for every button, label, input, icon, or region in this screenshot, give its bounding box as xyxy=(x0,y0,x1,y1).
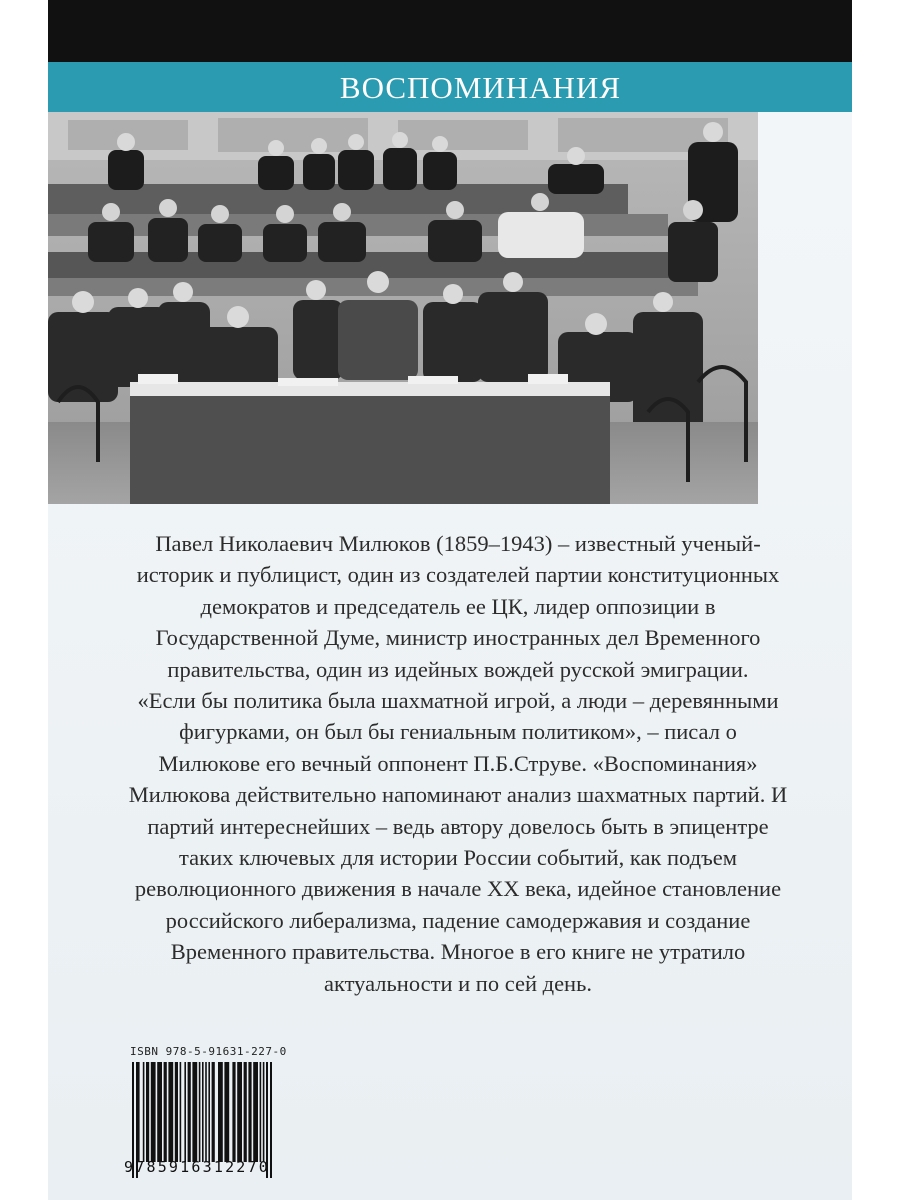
barcode-bar xyxy=(260,1062,262,1162)
description-paragraph: Павел Николаевич Милюков (1859–1943) – известный ученый-историк и публицист, один из создателей партии конституционных демократов и председатель ее ЦК, лидер оппозиции в Государственной Думе, министр иностранных дел Временного правительства, один из идейных вождей русской эмиграции. xyxy=(136,531,780,682)
archival-photo-icon xyxy=(48,112,758,504)
barcode-bar xyxy=(146,1062,149,1162)
barcode-bar xyxy=(263,1062,265,1162)
barcode-bar xyxy=(224,1062,229,1162)
barcode-bar xyxy=(202,1062,204,1162)
barcode-digits: 9785916312270 xyxy=(124,1158,270,1176)
book-description xyxy=(128,528,788,999)
barcode-bar xyxy=(232,1062,235,1162)
barcode-bar xyxy=(188,1062,191,1162)
top-dark-band xyxy=(48,0,852,62)
barcode-bar xyxy=(218,1062,223,1162)
series-title: ВОСПОМИНАНИЯ xyxy=(339,70,621,105)
barcode-bar xyxy=(253,1062,258,1162)
barcode-bar xyxy=(248,1062,251,1162)
barcode-bar xyxy=(237,1062,242,1162)
archival-photo xyxy=(48,112,758,504)
barcode-bar xyxy=(168,1062,173,1162)
series-bar xyxy=(48,62,852,112)
barcode-bar xyxy=(180,1062,182,1162)
barcode-bar xyxy=(208,1062,210,1162)
barcode-bar xyxy=(184,1062,186,1162)
barcode-bar xyxy=(205,1062,207,1162)
barcode-bar xyxy=(143,1062,145,1162)
barcode-bar xyxy=(212,1062,215,1162)
book-back-cover xyxy=(48,0,852,1200)
barcode-bar xyxy=(175,1062,178,1162)
barcode-bar xyxy=(157,1062,162,1162)
barcode-bar xyxy=(151,1062,156,1162)
barcode-bar xyxy=(164,1062,167,1162)
barcode-bar xyxy=(138,1062,140,1162)
barcode-bar xyxy=(244,1062,247,1162)
isbn-label: ISBN 978-5-91631-227-0 xyxy=(130,1045,287,1058)
barcode-bar xyxy=(192,1062,197,1162)
barcode-bar xyxy=(199,1062,201,1162)
description-paragraph: «Если бы политика была шахматной игрой, а люди – деревянными фигурками, он был бы гениальным политиком», – писал о Милюкове его вечный оппонент П.Б.Струве. «Воспоминания» Милюкова действительно напоминают анализ шахматных партий. И партий интереснейших – ведь автору довелось быть в эпицентре таких ключевых для истории России событий, как подъем революционного движения в начале XX века, идейное становление российского либерализма, падение самодержавия и создание Временного правительства. Многое в его книге не утратило актуальности и по сей день. xyxy=(128,688,788,996)
